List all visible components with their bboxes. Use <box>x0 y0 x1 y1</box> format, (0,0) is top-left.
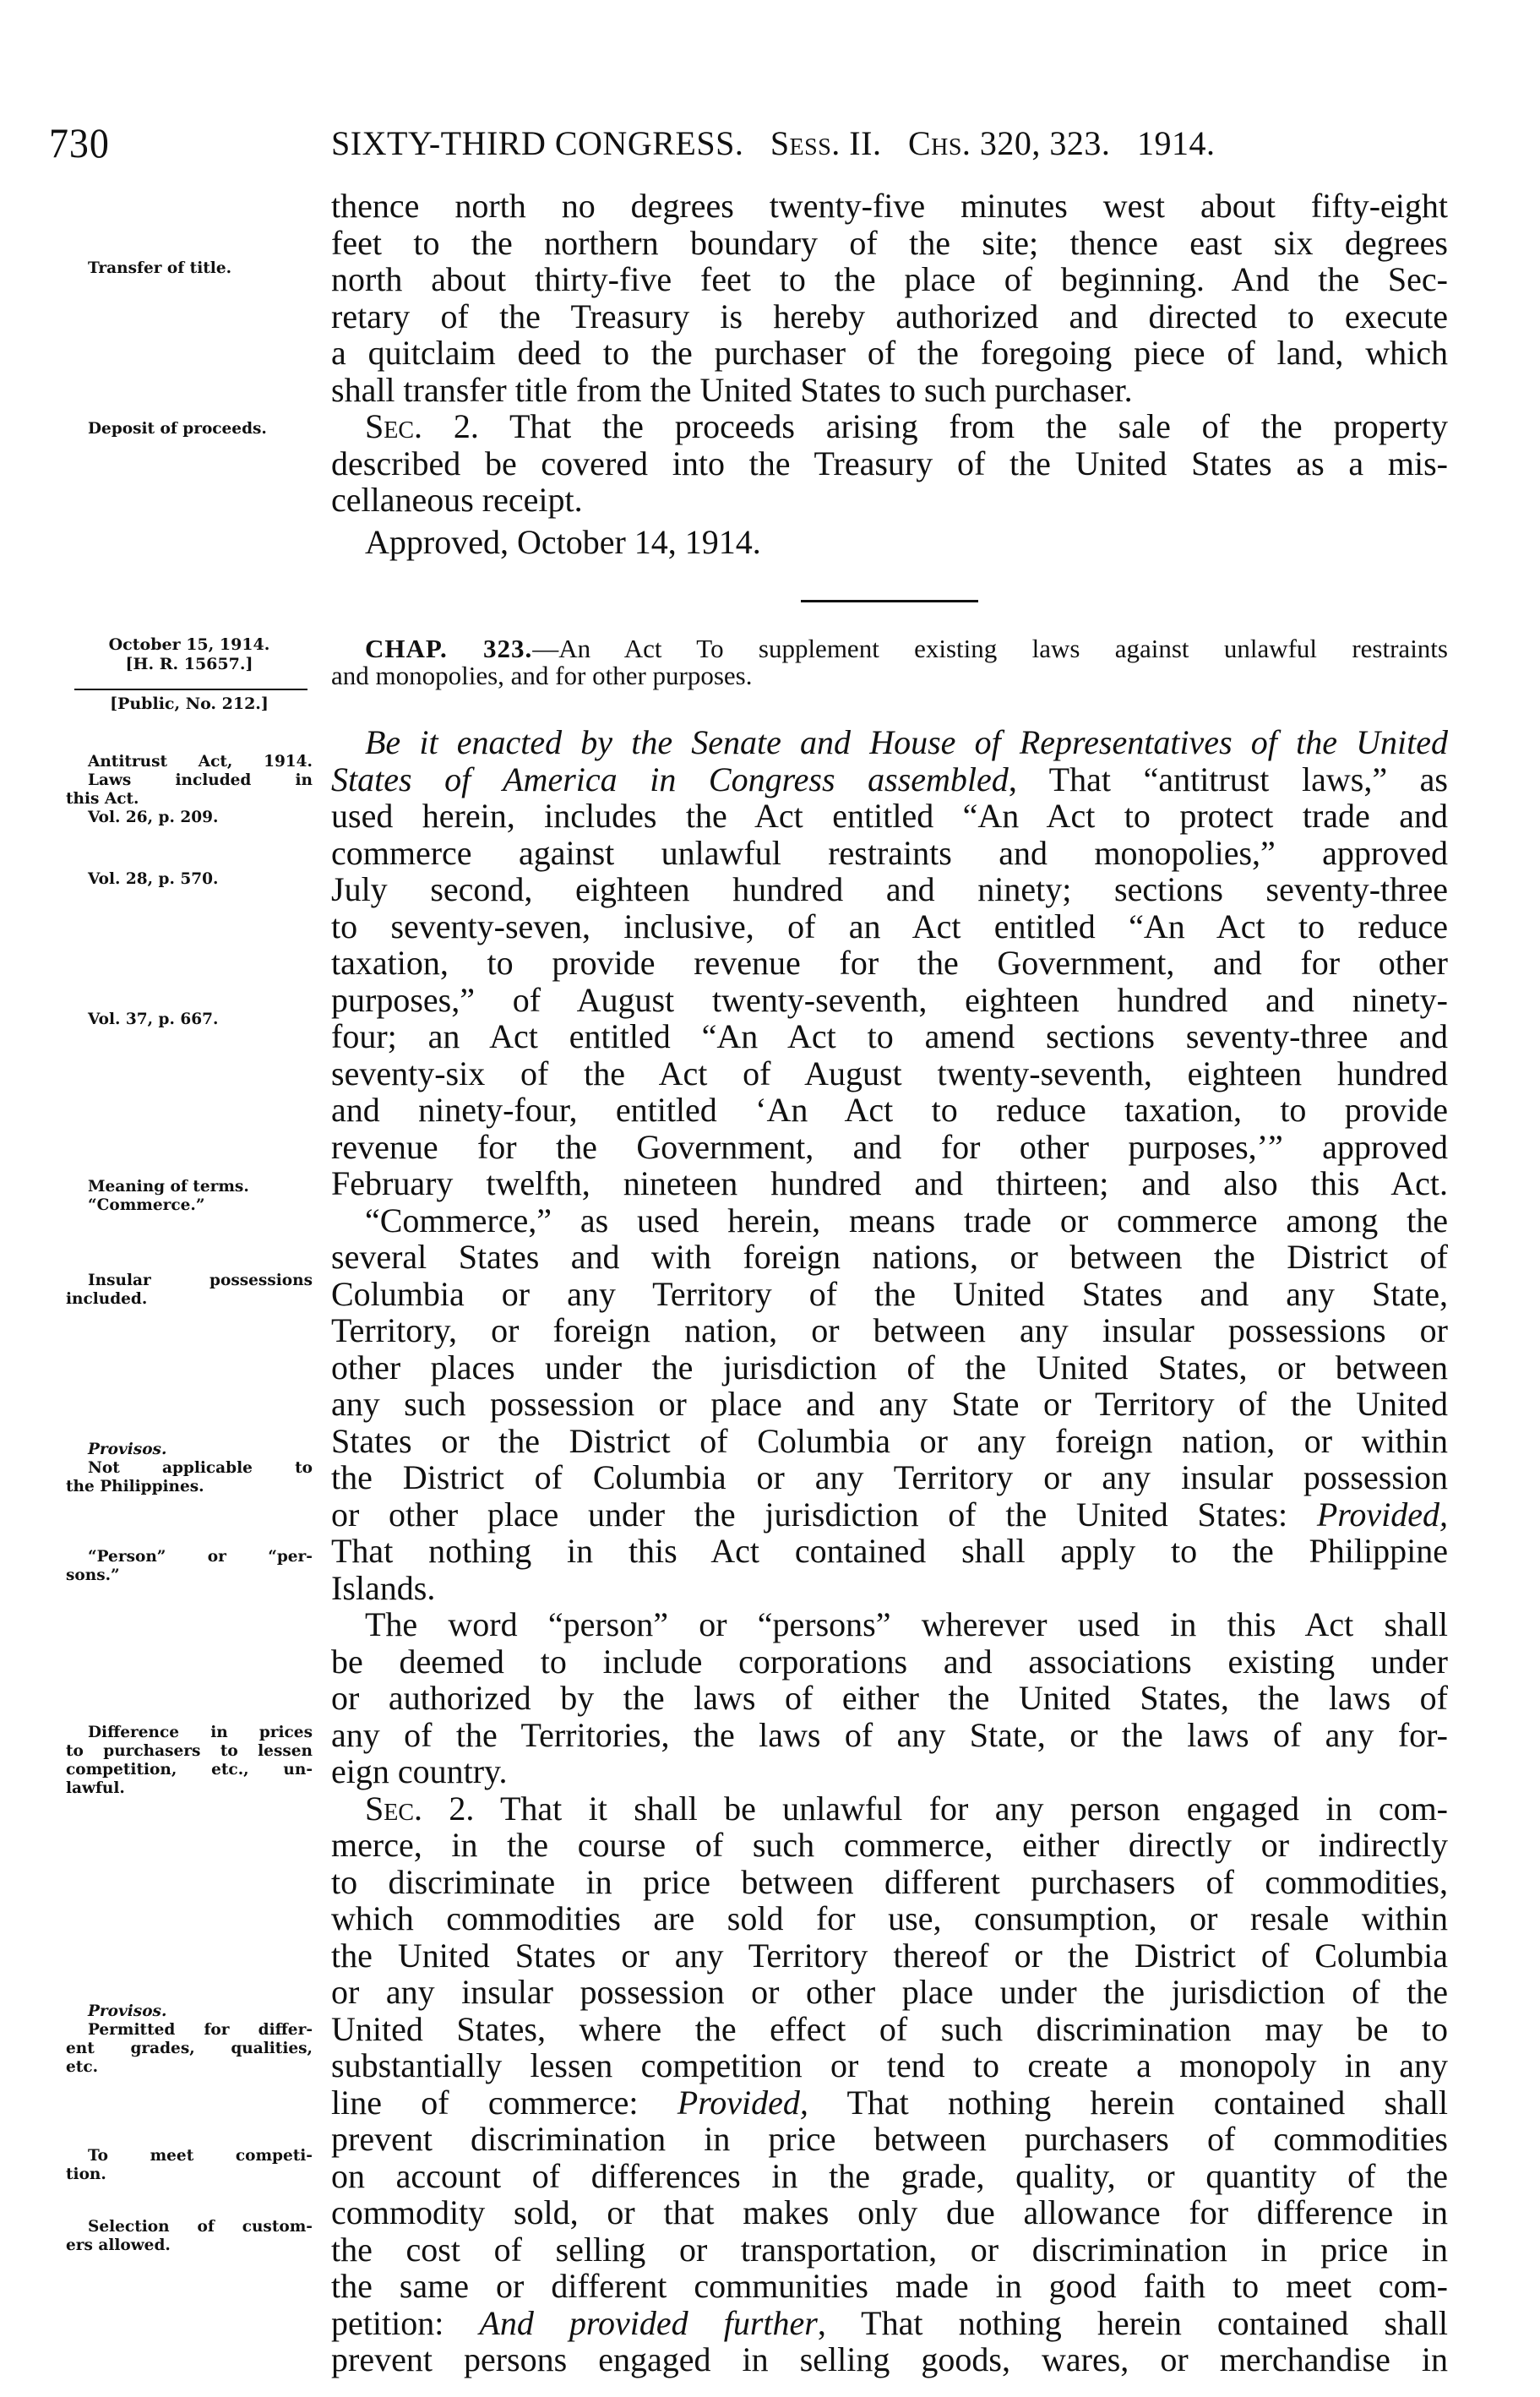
body-text: petition: <box>331 2303 480 2342</box>
body-text: , That nothing herein contained shall <box>817 2303 1449 2342</box>
margin-note-provisos-2 <box>66 2002 313 2077</box>
body-line: other places under the jurisdiction of the United States, or between <box>331 1348 1448 1386</box>
margin-note-text: Selection of custom- <box>88 2218 313 2236</box>
margin-note-text: Deposit of proceeds. <box>88 420 267 438</box>
margin-note-transfer-of-title <box>66 259 313 278</box>
body-line: or any insular possession or other place under the jurisdiction of the <box>331 1973 1448 2011</box>
page-number: 730 <box>49 119 110 166</box>
provisos-label: Provisos. <box>88 2002 167 2020</box>
enacting-clause-text: Be it enacted by the Senate and House of Representatives of the United <box>365 723 1448 761</box>
body-line: States or the District of Columbia or any foreign nation, or within <box>331 1421 1448 1460</box>
body-text: That it shall be unlawful for any person engaged in com- <box>474 1789 1449 1828</box>
body-line: merce, in the course of such commerce, either directly or indirectly <box>331 1826 1448 1864</box>
body-line: thence north no degrees twenty-five minutes west about fifty-eight <box>331 187 1448 225</box>
body-line: any such possession or place and any State or Territory of the United <box>331 1385 1448 1423</box>
chapter-323-body <box>331 724 1448 2378</box>
chapter-separator-rule <box>801 600 978 602</box>
body-line: which commodities are sold for use, consumption, or resale within <box>331 1899 1448 1937</box>
body-text: That the proceeds arising from the sale of the property <box>478 407 1448 445</box>
margin-note-text: To meet competi- <box>88 2147 313 2165</box>
body-line: That nothing in this Act contained shall apply to the Philippine <box>331 1532 1448 1570</box>
margin-note-meaning-of-terms <box>66 1178 313 1215</box>
chapter-323-heading <box>331 635 1448 689</box>
margin-note-to-meet-competition <box>66 2147 313 2184</box>
margin-note-citation: Vol. 28, p. 570. <box>88 870 219 888</box>
margin-note-text: Antitrust Act, 1914. <box>88 753 313 771</box>
margin-note-person <box>66 1548 313 1585</box>
margin-note-insular-possessions <box>66 1272 313 1309</box>
proviso-italic: Provided, <box>677 2083 808 2122</box>
body-line: July second, eighteen hundred and ninety; sections seventy-three <box>331 870 1448 908</box>
margin-note-text: tion. <box>66 2165 106 2183</box>
public-law-number-sidenote <box>66 695 313 714</box>
body-line: the same or different communities made in good faith to meet com- <box>331 2267 1448 2305</box>
margin-note-text: this Act. <box>66 790 139 808</box>
proviso-italic: And provided further <box>479 2303 818 2342</box>
body-line: and ninety-four, entitled ‘An Act to reduce taxation, to provide <box>331 1091 1448 1129</box>
body-line <box>331 2084 1448 2122</box>
margin-note-text: ent grades, qualities, <box>66 2040 313 2057</box>
chapter-label: CHAP. 323. <box>365 634 533 663</box>
body-line: prevent persons engaged in selling goods, wares, or merchandise in <box>331 2340 1448 2378</box>
body-text: or other place under the jurisdiction of the United States: <box>331 1495 1317 1534</box>
running-head-congress: SIXTY-THIRD CONGRESS. <box>331 124 744 162</box>
body-line: United States, where the effect of such discrimination may be to <box>331 2009 1448 2048</box>
body-line: used herein, includes the Act entitled “An Act to protect trade and <box>331 797 1448 835</box>
section-2-first-line <box>331 408 1448 445</box>
body-line: purposes,” of August twenty-seventh, eighteen hundred and ninety- <box>331 980 1448 1019</box>
body-line: retary of the Treasury is hereby authorized and directed to execute <box>331 297 1448 335</box>
margin-note-text: the Philippines. <box>66 1478 204 1495</box>
sidenote-rule <box>74 689 307 690</box>
margin-note-antitrust-act <box>66 753 313 827</box>
margin-note-vol-37 <box>66 1011 313 1029</box>
running-head-chapters: Chs. 320, 323. <box>907 124 1111 162</box>
body-text: line of commerce: <box>331 2083 677 2122</box>
chapter-heading-line: and monopolies, and for other purposes. <box>331 661 753 690</box>
body-line: seventy-six of the Act of August twenty-seventh, eighteen hundred <box>331 1054 1448 1092</box>
body-line: any of the Territories, the laws of any State, or the laws of any for- <box>331 1715 1448 1754</box>
section-2-first-line <box>331 1790 1448 1828</box>
body-line: the cost of selling or transportation, or discrimination in price in <box>331 2230 1448 2269</box>
body-line: to seventy-seven, inclusive, of an Act entitled “An Act to reduce <box>331 907 1448 945</box>
body-line: several States and with foreign nations, or between the District of <box>331 1238 1448 1276</box>
running-head-year: 1914. <box>1136 124 1216 162</box>
margin-note-text <box>66 1441 313 1459</box>
body-line <box>331 1496 1448 1534</box>
body-line: four; an Act entitled “An Act to amend sections seventy-three and <box>331 1017 1448 1055</box>
body-line: taxation, to provide revenue for the Government, and for other <box>331 944 1448 982</box>
enacting-clause <box>331 724 1448 761</box>
margin-note-text: Transfer of title. <box>88 259 232 277</box>
body-line: feet to the northern boundary of the site; thence east six degrees <box>331 223 1448 262</box>
body-line: on account of differences in the grade, quality, or quantity of the <box>331 2156 1448 2195</box>
body-line: to discriminate in price between different purchasers of commodities, <box>331 1862 1448 1901</box>
body-line: cellaneous receipt. <box>331 481 583 519</box>
body-line: north about thirty-five feet to the place of beginning. And the Sec- <box>331 260 1448 298</box>
body-line: Territory, or foreign nation, or between any insular possessions or <box>331 1311 1448 1349</box>
margin-note-text: Insular possessions <box>88 1272 313 1289</box>
body-line: be deemed to include corporations and associations existing under <box>331 1642 1448 1681</box>
body-line: eign country. <box>331 1752 508 1790</box>
body-line: “Commerce,” as used herein, means trade or commerce among the <box>365 1201 1448 1239</box>
margin-note-selection-of-customers <box>66 2218 313 2255</box>
bill-number-sidenote: [H. R. 15657.] <box>125 655 253 673</box>
margin-note-text: lawful. <box>66 1779 125 1797</box>
margin-note-text: included. <box>66 1290 148 1308</box>
margin-note-text: ers allowed. <box>66 2236 171 2254</box>
chapter-title: —An Act To supplement existing laws against unlawful restraints <box>532 634 1448 663</box>
running-head-session: Sess. II. <box>770 124 882 162</box>
chapter-320-continuation <box>331 188 1448 560</box>
body-line: the District of Columbia or any Territory or any insular possession <box>331 1458 1448 1496</box>
public-law-number: [Public, No. 212.] <box>110 695 269 713</box>
body-line: Islands. <box>331 1568 436 1607</box>
margin-note-difference-in-prices <box>66 1724 313 1798</box>
approval-date-sidenote: October 15, 1914. <box>108 635 270 654</box>
enacting-clause-text: States of America in Congress assembled <box>331 760 1009 798</box>
body-line: revenue for the Government, and for other purposes,’” approved <box>331 1127 1448 1166</box>
approved-date: Approved, October 14, 1914. <box>365 522 761 561</box>
body-line: shall transfer title from the United States to such purchaser. <box>331 370 1133 409</box>
provisos-label: Provisos. <box>88 1441 167 1458</box>
margin-note-text: Permitted for differ- <box>88 2021 313 2039</box>
body-line <box>331 761 1448 798</box>
margin-note-vol-28 <box>66 870 313 889</box>
margin-note-text: “Commerce.” <box>88 1196 205 1214</box>
margin-note-provisos-1 <box>66 1441 313 1496</box>
margin-note-text: Not applicable to <box>88 1459 313 1477</box>
body-line: The word “person” or “persons” wherever used in this Act shall <box>365 1605 1448 1643</box>
proviso-italic: Provided, <box>1316 1495 1448 1534</box>
chapter-heading-line <box>331 635 1448 662</box>
chapter-323-sidenote <box>66 635 313 674</box>
body-line: commodity sold, or that makes only due allowance for difference in <box>331 2193 1448 2231</box>
body-line: described be covered into the Treasury of the United States as a mis- <box>331 444 1448 482</box>
margin-note-text: sons.” <box>66 1566 120 1584</box>
body-line: the United States or any Territory thereof or the District of Columbia <box>331 1936 1448 1975</box>
margin-note-text: to purchasers to lessen <box>66 1742 313 1760</box>
body-line: February twelfth, nineteen hundred and thirteen; and also this Act. <box>331 1164 1448 1202</box>
margin-note-text: Meaning of terms. <box>88 1178 249 1196</box>
section-label: Sec. 2. <box>365 1789 475 1828</box>
section-label: Sec. 2. <box>365 407 479 445</box>
margin-note-text: competition, etc., un- <box>66 1761 313 1779</box>
body-line: Columbia or any Territory of the United States and any State, <box>331 1274 1448 1313</box>
margin-note-text: Laws included in <box>88 771 313 789</box>
body-line: substantially lessen competition or tend to create a monopoly in any <box>331 2046 1448 2084</box>
margin-note-citation: Vol. 37, p. 667. <box>88 1011 219 1028</box>
margin-note-citation: Vol. 26, p. 209. <box>88 809 219 826</box>
body-text: That nothing herein contained shall <box>808 2083 1448 2122</box>
body-line: or authorized by the laws of either the United States, the laws of <box>331 1679 1448 1717</box>
margin-note-text: Difference in prices <box>88 1724 313 1741</box>
margin-note-text: “Person” or “per- <box>88 1548 313 1566</box>
body-line: prevent discrimination in price between purchasers of commodities <box>331 2120 1448 2158</box>
margin-note-text: etc. <box>66 2058 99 2076</box>
body-text: , That “antitrust laws,” as <box>1008 760 1448 798</box>
running-head <box>331 123 1448 163</box>
body-line: commerce against unlawful restraints and monopolies,” approved <box>331 833 1448 872</box>
body-line <box>331 2305 1448 2342</box>
body-line: a quitclaim deed to the purchaser of the foregoing piece of land, which <box>331 334 1448 372</box>
margin-note-text <box>66 2002 313 2021</box>
margin-note-deposit-of-proceeds <box>66 420 313 439</box>
